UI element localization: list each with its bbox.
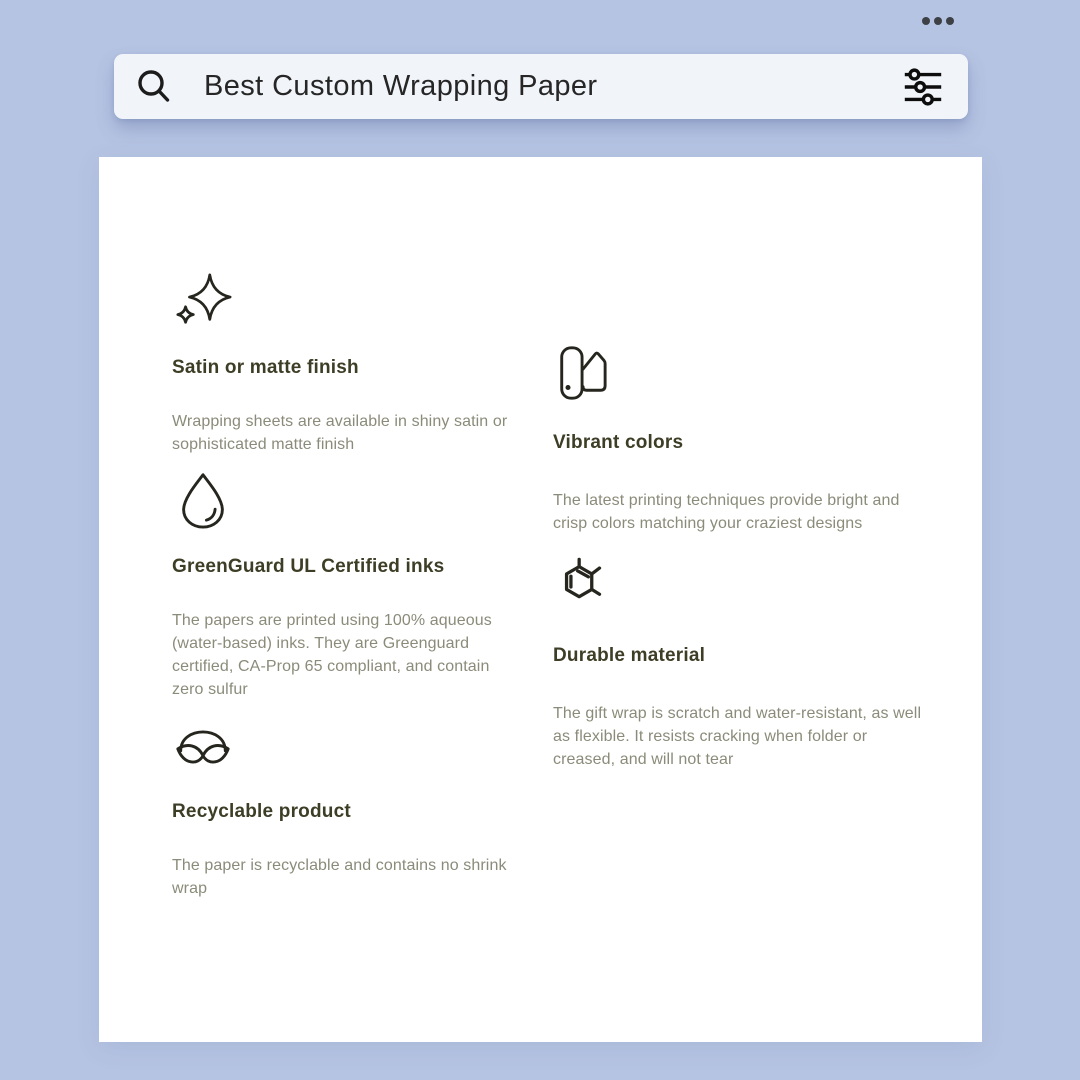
feature-title: Durable material <box>553 645 706 666</box>
feature-recyclable-product <box>172 713 522 900</box>
filter-sliders-icon[interactable] <box>900 64 946 110</box>
feature-title: Satin or matte finish <box>172 357 359 378</box>
molecule-icon <box>553 555 929 617</box>
features-column-right <box>553 342 929 791</box>
feature-description: The paper is recyclable and contains no shrink wrap <box>172 857 507 897</box>
feature-description: The gift wrap is scratch and water-resistant, as well as flexible. It resists cracking when folder or creased, and will not tear <box>553 705 922 768</box>
features-card <box>99 157 982 1042</box>
feature-description: The papers are printed using 100% aqueous (water-based) inks. They are Greenguard certified, CA-Prop 65 compliant, and contain zero sulfur <box>172 612 492 698</box>
leaf-icon <box>172 713 522 775</box>
features-column-left <box>172 269 522 912</box>
feature-greenguard-inks <box>172 468 522 701</box>
feature-durable-material <box>553 555 929 771</box>
color-swatch-icon <box>553 342 929 404</box>
dot-icon <box>946 17 954 25</box>
sparkle-icon <box>172 269 522 331</box>
feature-description: Wrapping sheets are available in shiny satin or sophisticated matte finish <box>172 413 508 453</box>
search-input[interactable]: Best Custom Wrapping Paper <box>204 70 598 102</box>
feature-vibrant-colors <box>553 342 929 535</box>
feature-description: The latest printing techniques provide bright and crisp colors matching your craziest designs <box>553 492 900 532</box>
more-options-button[interactable] <box>922 17 954 25</box>
feature-title: Recyclable product <box>172 801 351 822</box>
feature-title: GreenGuard UL Certified inks <box>172 556 445 577</box>
dot-icon <box>934 17 942 25</box>
droplet-icon <box>172 468 522 530</box>
search-bar[interactable] <box>114 54 968 119</box>
feature-title: Vibrant colors <box>553 432 684 453</box>
feature-satin-or-matte-finish <box>172 269 522 456</box>
dot-icon <box>922 17 930 25</box>
search-icon <box>134 67 174 107</box>
